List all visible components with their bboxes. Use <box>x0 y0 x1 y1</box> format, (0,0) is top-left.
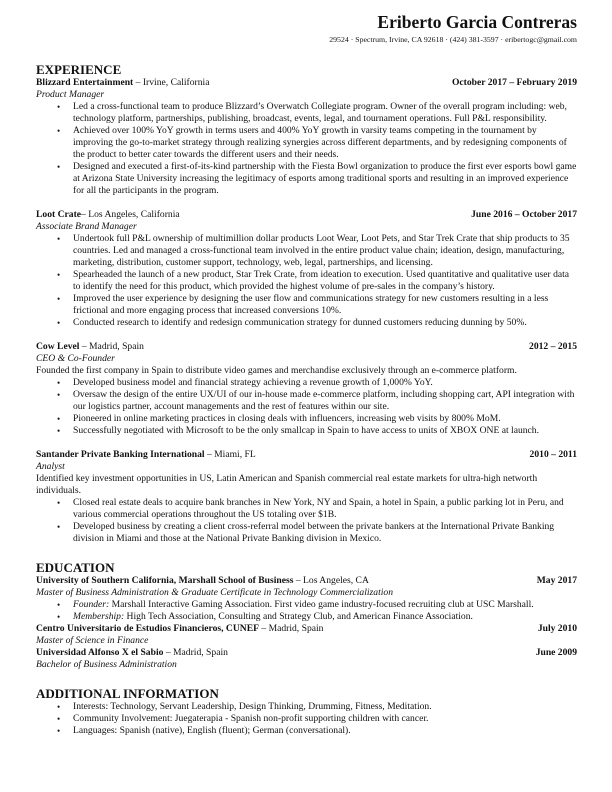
job-bullets <box>36 497 577 545</box>
job-title: CEO & Co-Founder <box>36 353 115 364</box>
job-entry <box>36 209 577 329</box>
bullet-item: • Conducted research to identify and redesign communication strategy for dunned customers reducing dunning by 50%. <box>73 317 577 329</box>
school-location: – Los Angeles, CA <box>293 575 369 586</box>
job-dates: June 2016 – October 2017 <box>471 209 577 220</box>
education-header <box>36 623 577 635</box>
job-dates: 2010 – 2011 <box>529 449 577 460</box>
job-entry <box>36 449 577 545</box>
bullet-item: • Designed and executed a first-of-its-kind partnership with the Fiesta Bowl organization to produce the first ever esports bowl game at Arizona State University increasing the legitimacy of esports among traditional sports and resulting in an improved experience for all the participants in the program. <box>73 161 577 197</box>
candidate-name: Eriberto Garcia Contreras <box>377 12 577 32</box>
bullet-label: Founder: <box>73 599 110 610</box>
job-organization: Blizzard Entertainment <box>36 77 134 88</box>
education-bullets <box>36 599 577 623</box>
bullet-item <box>73 611 577 623</box>
bullet-item: • Closed real estate deals to acquire bank branches in New York, NY and Spain, a hotel in Spain, a public parking lot in Peru, and various commercial operations throughout the US totaling over $1B. <box>73 497 577 521</box>
education-entry <box>36 575 577 623</box>
job-header <box>36 341 577 353</box>
bullet-text: High Tech Association, Consulting and Strategy Club, and American Finance Association. <box>124 611 473 622</box>
additional-item: • Languages: Spanish (native), English (fluent); German (conversational). <box>73 725 577 737</box>
job-header <box>36 77 577 89</box>
experience-list <box>36 77 577 545</box>
job-entry <box>36 77 577 197</box>
job-location: – Madrid, Spain <box>79 341 144 352</box>
bullet-item: • Improved the user experience by designing the user flow and communications strategy for new customers resulting in a less frictional and more engaging process that increased conversions 10%. <box>73 293 577 317</box>
job-org-line <box>36 449 256 461</box>
graduation-date: May 2017 <box>536 575 577 586</box>
job-summary: Identified key investment opportunities in US, Latin American and Spanish commercial real estate markets for ultra-high networth individuals. <box>36 473 538 496</box>
job-header <box>36 449 577 461</box>
graduation-date: June 2009 <box>535 647 577 658</box>
education-entry <box>36 647 577 671</box>
graduation-date: July 2010 <box>537 623 577 634</box>
job-location: – Miami, FL <box>204 449 256 460</box>
school-line <box>36 623 323 635</box>
additional-list <box>36 701 577 737</box>
bullet-item: • Undertook full P&L ownership of multimillion dollar products Loot Wear, Loot Pets, and Star Trek Crate that ship products to 35 countries. Led and managed a cross-functional team involved in the entire product value chain; ideation, design, manufacturing, marketing, distribution, customer support, technology, web, legal, partnerships, and licensing. <box>73 233 577 269</box>
education-header <box>36 575 577 587</box>
job-title: Associate Brand Manager <box>36 221 137 232</box>
bullet-item: • Led a cross-functional team to produce Blizzard’s Overwatch Collegiate program. Owner of the overall program including: web, technology platform, partnerships, publishing, broadcast, events, legal, and tournament operations. Full P&L responsibility. <box>73 101 577 125</box>
school-location: – Madrid, Spain <box>258 623 324 634</box>
section-additional-heading: ADDITIONAL INFORMATION <box>36 686 219 701</box>
job-bullets <box>36 233 577 329</box>
job-organization: Loot Crate <box>36 209 82 220</box>
bullet-label: Membership: <box>73 611 125 622</box>
job-organization: Cow Level <box>36 341 80 352</box>
additional-item: • Community Involvement: Juegaterapia - Spanish non-profit supporting children with cancer. <box>73 713 577 725</box>
section-experience-heading: EXPERIENCE <box>36 62 122 77</box>
job-entry <box>36 341 577 437</box>
school-name: University of Southern California, Marshall School of Business <box>36 575 294 586</box>
degree: Bachelor of Business Administration <box>36 659 177 670</box>
additional-item: • Interests: Technology, Servant Leadership, Design Thinking, Drumming, Fitness, Meditation. <box>73 701 577 713</box>
education-list <box>36 575 577 671</box>
school-name: Centro Universitario de Estudios Financieros, CUNEF <box>36 623 259 634</box>
job-title: Product Manager <box>36 89 105 100</box>
degree: Master of Science in Finance <box>36 635 149 646</box>
education-header <box>36 647 577 659</box>
bullet-item: • Developed business model and financial strategy achieving a revenue growth of 1,000% YoY. <box>73 377 577 389</box>
bullet-item <box>73 599 577 611</box>
contact-info: 29524 · Spectrum, Irvine, CA 92618 · (424) 381-3597 · eribertogc@gmail.com <box>329 35 577 44</box>
job-bullets <box>36 377 577 437</box>
job-org-line <box>36 341 144 353</box>
school-line <box>36 575 369 587</box>
job-org-line <box>36 77 209 89</box>
bullet-item: • Successfully negotiated with Microsoft to be the only smallcap in Spain to have access to units of XBOX ONE at launch. <box>73 425 577 437</box>
job-location: – Irvine, California <box>133 77 210 88</box>
school-line <box>36 647 228 659</box>
job-dates: 2012 – 2015 <box>529 341 577 352</box>
bullet-item: • Achieved over 100% YoY growth in terms users and 400% YoY growth in varsity teams competing in the tournament by improving the go-to-market strategy through realizing synergies across different departments, and by redesigning components of the product to better cater towards the different users and their needs. <box>73 125 577 161</box>
bullet-item: • Spearheaded the launch of a new product, Star Trek Crate, from ideation to execution. Used quantitative and qualitative user data to identify the need for this product, which provided the highest volume of pre-sales in the company’s history. <box>73 269 577 293</box>
bullet-item: • Oversaw the design of the entire UX/UI of our in-house made e-commerce platform, including shopping cart, API integration with our logistics partner, account managements and the rest of features within our site. <box>73 389 577 413</box>
job-bullets <box>36 101 577 197</box>
bullet-text: Marshall Interactive Gaming Association. First video game industry-focused recruiting club at USC Marshall. <box>109 599 534 610</box>
degree: Master of Business Administration & Graduate Certificate in Technology Commercialization <box>36 587 394 598</box>
job-summary: Founded the first company in Spain to distribute video games and merchandise exclusively through an e-commerce platform. <box>36 365 517 376</box>
job-header <box>36 209 577 221</box>
school-name: Universidad Alfonso X el Sabio <box>36 647 164 658</box>
job-dates: October 2017 – February 2019 <box>451 77 577 88</box>
education-entry <box>36 623 577 647</box>
bullet-item: • Developed business by creating a client cross-referral model between the private bankers at the International Private Banking division in Miami and those at the National Private Banking division in Mexico. <box>73 521 577 545</box>
bullet-item: • Pioneered in online marketing practices in closing deals with influencers, increasing web visits by 800% MoM. <box>73 413 577 425</box>
job-title: Analyst <box>36 461 65 472</box>
school-location: – Madrid, Spain <box>163 647 228 658</box>
job-organization: Santander Private Banking International <box>36 449 205 460</box>
section-education-heading: EDUCATION <box>36 560 115 575</box>
job-org-line <box>36 209 180 221</box>
job-location: – Los Angeles, California <box>81 209 180 220</box>
